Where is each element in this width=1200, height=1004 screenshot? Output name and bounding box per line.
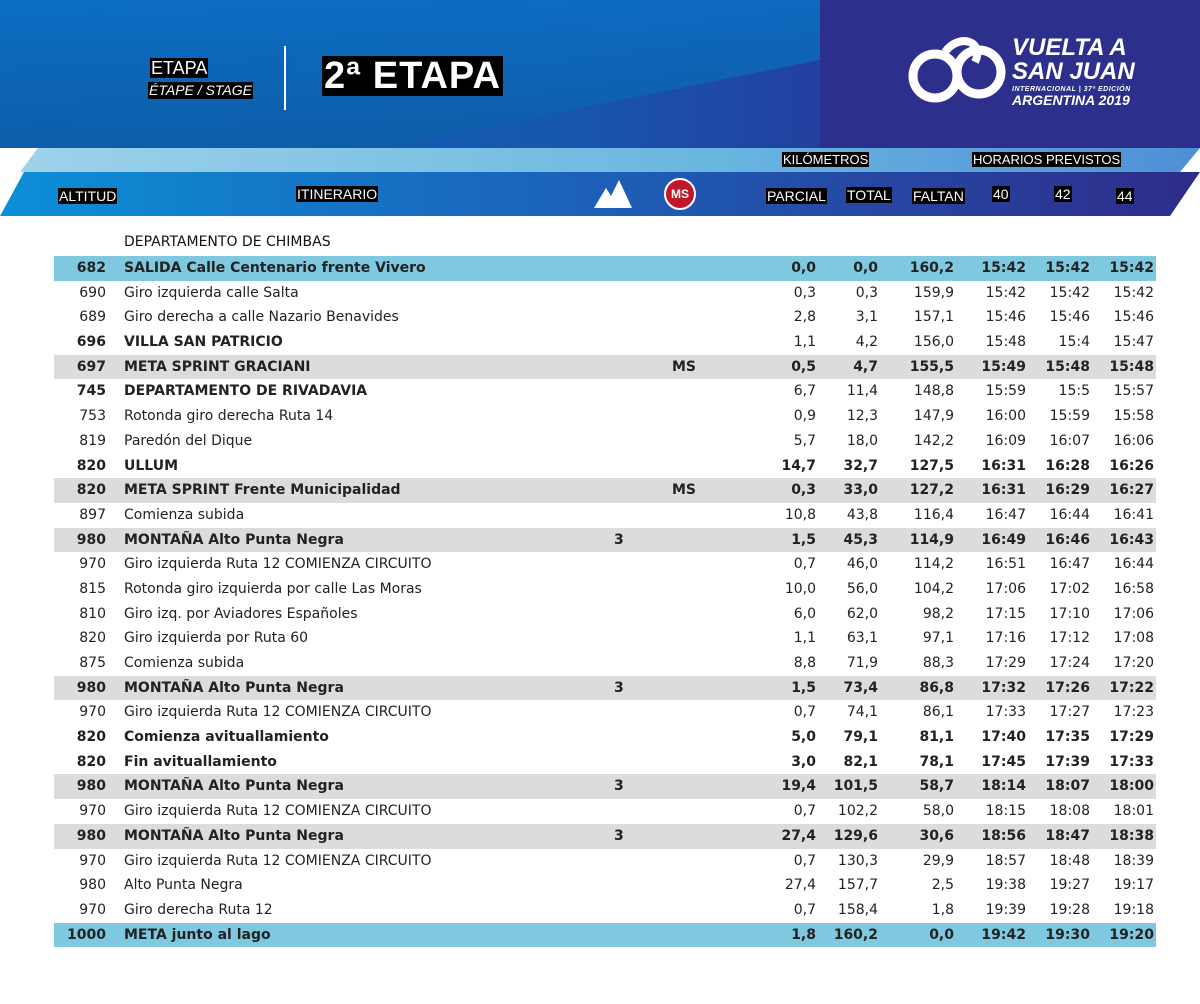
total-cell: 18,0 xyxy=(846,432,878,449)
ms-badge: MS xyxy=(664,178,696,210)
itinerary-cell: MONTAÑA Alto Punta Negra xyxy=(124,827,344,844)
altitude-cell: 745 xyxy=(76,383,106,400)
itinerary-cell: Fin avituallamiento xyxy=(124,753,277,770)
total-cell: 4,2 xyxy=(855,334,878,351)
time-44-cell: 19:17 xyxy=(1113,877,1154,894)
itinerary-cell: MONTAÑA Alto Punta Negra xyxy=(124,778,344,795)
time-44-cell: 18:01 xyxy=(1113,803,1154,820)
table-row xyxy=(54,552,1156,577)
time-42-cell: 16:44 xyxy=(1049,506,1090,523)
itinerary-cell: Paredón del Dique xyxy=(124,432,253,449)
faltan-cell: 116,4 xyxy=(913,506,954,523)
etapa-label: ETAPA xyxy=(151,58,208,78)
logo-line-2: SAN JUAN xyxy=(1012,58,1135,85)
table-row xyxy=(54,429,1156,454)
altitude-cell: 689 xyxy=(79,309,106,326)
total-cell: 43,8 xyxy=(846,506,878,523)
parcial-cell: 3,0 xyxy=(791,753,816,770)
parcial-cell: 1,1 xyxy=(793,334,816,351)
time-40-cell: 17:45 xyxy=(981,753,1026,770)
time-42-cell: 18:47 xyxy=(1045,827,1090,844)
table-row xyxy=(54,404,1156,429)
itinerary-cell: Rotonda giro derecha Ruta 14 xyxy=(124,408,334,425)
table-row xyxy=(54,898,1156,923)
total-cell: 160,2 xyxy=(833,926,878,943)
faltan-cell: 147,9 xyxy=(913,408,954,425)
time-42-cell: 19:28 xyxy=(1049,901,1090,918)
etapa-subtitle: ÉTAPE / STAGE xyxy=(149,82,252,98)
parcial-cell: 1,5 xyxy=(791,679,816,696)
logo-line-4: ARGENTINA 2019 xyxy=(1012,92,1130,108)
faltan-cell: 58,0 xyxy=(922,803,954,820)
time-44-cell: 18:38 xyxy=(1109,827,1154,844)
time-40-cell: 16:31 xyxy=(981,482,1026,499)
faltan-cell: 98,2 xyxy=(922,605,954,622)
total-cell: 4,7 xyxy=(853,358,878,375)
time-40-cell: 15:42 xyxy=(985,284,1026,301)
time-44-cell: 15:47 xyxy=(1113,334,1154,351)
time-42-cell: 18:48 xyxy=(1049,852,1090,869)
table-row xyxy=(54,305,1156,330)
time-42-cell: 19:27 xyxy=(1049,877,1090,894)
faltan-cell: 88,3 xyxy=(922,655,954,671)
altitude-cell: 970 xyxy=(79,803,106,820)
time-40-cell: 16:09 xyxy=(985,432,1026,449)
parcial-cell: 8,8 xyxy=(793,655,816,671)
time-44-cell: 15:48 xyxy=(1109,358,1154,375)
table-row xyxy=(54,256,1156,281)
time-40-cell: 15:48 xyxy=(985,334,1026,351)
horarios-group-label: HORARIOS PREVISTOS xyxy=(973,152,1121,167)
parcial-cell: 0,7 xyxy=(793,852,816,869)
time-42-cell: 17:39 xyxy=(1045,753,1090,770)
total-cell: 129,6 xyxy=(833,827,878,844)
time-44-cell: 16:43 xyxy=(1109,531,1154,548)
altitude-cell: 980 xyxy=(76,778,106,795)
time-44-cell: 19:18 xyxy=(1113,901,1154,918)
time-40-cell: 17:33 xyxy=(985,704,1026,721)
logo-line-1: VUELTA A xyxy=(1012,34,1127,61)
parcial-cell: 27,4 xyxy=(781,827,816,844)
time-42-cell: 17:27 xyxy=(1049,704,1090,721)
time-40-cell: 15:42 xyxy=(981,260,1026,276)
time-42-cell: 16:47 xyxy=(1049,556,1090,573)
parcial-cell: 5,0 xyxy=(791,729,816,746)
faltan-cell: 155,5 xyxy=(909,358,954,375)
page-header xyxy=(0,0,1200,148)
faltan-cell: 30,6 xyxy=(919,827,954,844)
itinerary-cell: Comienza subida xyxy=(124,506,245,523)
altitude-cell: 682 xyxy=(76,260,106,276)
altitude-cell: 980 xyxy=(76,827,106,844)
total-cell: 32,7 xyxy=(843,457,878,474)
category-cell: 3 xyxy=(614,827,624,844)
faltan-cell: 159,9 xyxy=(913,284,954,301)
time-42-cell: 16:07 xyxy=(1049,432,1090,449)
category-cell: 3 xyxy=(614,679,624,696)
table-row xyxy=(54,478,1156,503)
faltan-cell: 114,9 xyxy=(909,531,954,548)
time-44-cell: 17:20 xyxy=(1113,655,1154,671)
col-itinerario: ITINERARIO xyxy=(297,186,378,202)
parcial-cell: 0,0 xyxy=(791,260,816,276)
time-40-cell: 19:39 xyxy=(985,901,1026,918)
faltan-cell: 127,2 xyxy=(909,482,954,499)
itinerary-cell: Giro derecha a calle Nazario Benavides xyxy=(124,309,399,326)
time-42-cell: 18:07 xyxy=(1045,778,1090,795)
time-44-cell: 17:22 xyxy=(1109,679,1154,696)
table-row xyxy=(54,528,1156,553)
table-row xyxy=(54,774,1156,799)
itinerary-cell: Alto Punta Negra xyxy=(124,877,243,894)
time-40-cell: 17:16 xyxy=(985,630,1026,647)
parcial-cell: 6,0 xyxy=(793,605,816,622)
parcial-cell: 0,7 xyxy=(793,556,816,573)
time-42-cell: 16:46 xyxy=(1045,531,1090,548)
time-42-cell: 16:29 xyxy=(1045,482,1090,499)
time-40-cell: 17:29 xyxy=(985,655,1026,671)
altitude-cell: 815 xyxy=(79,580,106,597)
col-h42: 42 xyxy=(1055,186,1071,202)
table-row xyxy=(54,700,1156,725)
total-cell: 45,3 xyxy=(843,531,878,548)
total-cell: 11,4 xyxy=(846,383,878,400)
itinerary-cell: Giro izquierda Ruta 12 COMIENZA CIRCUITO xyxy=(124,556,432,573)
itinerary-cell: Giro izquierda Ruta 12 COMIENZA CIRCUITO xyxy=(124,852,432,869)
time-40-cell: 17:06 xyxy=(985,580,1026,597)
itinerary-cell: Giro izquierda por Ruta 60 xyxy=(124,630,309,647)
altitude-cell: 970 xyxy=(79,852,106,869)
time-44-cell: 16:06 xyxy=(1113,432,1154,449)
table-row xyxy=(54,725,1156,750)
time-40-cell: 19:38 xyxy=(985,877,1026,894)
time-42-cell: 17:35 xyxy=(1045,729,1090,746)
altitude-cell: 970 xyxy=(79,704,106,721)
faltan-cell: 97,1 xyxy=(922,630,954,647)
time-40-cell: 18:15 xyxy=(985,803,1026,820)
itinerary-cell: Comienza avituallamiento xyxy=(124,729,329,746)
sprint-cell: MS xyxy=(672,358,697,375)
itinerary-cell: META SPRINT GRACIANI xyxy=(124,358,311,375)
parcial-cell: 0,9 xyxy=(793,408,816,425)
altitude-cell: 980 xyxy=(76,679,106,696)
parcial-cell: 0,7 xyxy=(793,704,816,721)
col-altitud: ALTITUD xyxy=(59,188,117,204)
time-40-cell: 15:59 xyxy=(985,383,1026,400)
altitude-cell: 875 xyxy=(79,655,106,671)
altitude-cell: 820 xyxy=(76,729,106,746)
total-cell: 46,0 xyxy=(846,556,878,573)
time-44-cell: 16:58 xyxy=(1113,580,1154,597)
itinerary-cell: Giro izquierda Ruta 12 COMIENZA CIRCUITO xyxy=(124,704,432,721)
time-40-cell: 16:49 xyxy=(981,531,1026,548)
altitude-cell: 696 xyxy=(76,334,106,351)
category-cell: 3 xyxy=(614,778,624,795)
table-row xyxy=(54,454,1156,479)
total-cell: 102,2 xyxy=(837,803,878,820)
faltan-cell: 142,2 xyxy=(913,432,954,449)
table-row xyxy=(54,577,1156,602)
total-cell: 130,3 xyxy=(837,852,878,869)
time-44-cell: 17:33 xyxy=(1109,753,1154,770)
time-40-cell: 16:51 xyxy=(985,556,1026,573)
total-cell: 158,4 xyxy=(837,901,878,918)
parcial-cell: 5,7 xyxy=(793,432,816,449)
time-44-cell: 16:27 xyxy=(1109,482,1154,499)
time-40-cell: 15:46 xyxy=(985,309,1026,326)
faltan-cell: 157,1 xyxy=(913,309,954,326)
parcial-cell: 1,1 xyxy=(793,630,816,647)
time-44-cell: 15:46 xyxy=(1113,309,1154,326)
table-row xyxy=(54,330,1156,355)
logo-line-3: INTERNACIONAL | 37ª EDICIÓN xyxy=(1012,86,1131,93)
itinerary-cell: MONTAÑA Alto Punta Negra xyxy=(124,679,344,696)
time-42-cell: 17:12 xyxy=(1049,630,1090,647)
faltan-cell: 104,2 xyxy=(913,580,954,597)
time-44-cell: 16:41 xyxy=(1113,506,1154,523)
faltan-cell: 160,2 xyxy=(909,260,954,276)
faltan-cell: 148,8 xyxy=(913,383,954,400)
altitude-cell: 820 xyxy=(79,630,106,647)
itinerary-cell: Giro izquierda calle Salta xyxy=(124,284,299,301)
parcial-cell: 10,8 xyxy=(784,506,816,523)
table-row xyxy=(54,355,1156,380)
time-40-cell: 17:40 xyxy=(981,729,1026,746)
time-40-cell: 16:00 xyxy=(985,408,1026,425)
faltan-cell: 0,0 xyxy=(929,926,954,943)
time-42-cell: 17:10 xyxy=(1049,605,1090,622)
mountain-icon xyxy=(594,178,632,208)
itinerary-cell: Giro derecha Ruta 12 xyxy=(124,901,273,918)
altitude-cell: 970 xyxy=(79,901,106,918)
itinerary-cell: Giro izq. por Aviadores Españoles xyxy=(124,605,358,622)
total-cell: 73,4 xyxy=(843,679,878,696)
table-row xyxy=(54,602,1156,627)
time-42-cell: 18:08 xyxy=(1049,803,1090,820)
time-42-cell: 15:4 xyxy=(1058,334,1090,351)
time-42-cell: 17:02 xyxy=(1049,580,1090,597)
time-40-cell: 16:47 xyxy=(985,506,1026,523)
col-total: TOTAL xyxy=(847,187,891,203)
total-cell: 71,9 xyxy=(846,655,878,671)
time-42-cell: 15:48 xyxy=(1045,358,1090,375)
parcial-cell: 1,8 xyxy=(791,926,816,943)
faltan-cell: 29,9 xyxy=(922,852,954,869)
parcial-cell: 27,4 xyxy=(784,877,816,894)
faltan-cell: 156,0 xyxy=(913,334,954,351)
time-44-cell: 16:44 xyxy=(1113,556,1154,573)
total-cell: 0,3 xyxy=(855,284,878,301)
parcial-cell: 6,7 xyxy=(793,383,816,400)
parcial-cell: 1,5 xyxy=(791,531,816,548)
total-cell: 62,0 xyxy=(846,605,878,622)
faltan-cell: 127,5 xyxy=(909,457,954,474)
table-row xyxy=(54,824,1156,849)
itinerary-cell: Comienza subida xyxy=(124,655,245,671)
time-40-cell: 18:56 xyxy=(981,827,1026,844)
faltan-cell: 86,8 xyxy=(919,679,954,696)
time-40-cell: 18:57 xyxy=(985,852,1026,869)
time-42-cell: 15:42 xyxy=(1045,260,1090,276)
itinerary-cell: META junto al lago xyxy=(124,926,271,943)
parcial-cell: 0,3 xyxy=(791,482,816,499)
total-cell: 33,0 xyxy=(843,482,878,499)
altitude-cell: 820 xyxy=(76,457,106,474)
time-42-cell: 15:59 xyxy=(1049,408,1090,425)
category-cell: 3 xyxy=(614,531,624,548)
time-40-cell: 18:14 xyxy=(981,778,1026,795)
altitude-cell: 820 xyxy=(76,482,106,499)
table-row xyxy=(54,873,1156,898)
time-42-cell: 15:46 xyxy=(1049,309,1090,326)
total-cell: 0,0 xyxy=(853,260,878,276)
time-42-cell: 15:42 xyxy=(1049,284,1090,301)
parcial-cell: 0,7 xyxy=(793,803,816,820)
event-logo-text xyxy=(1012,36,1135,107)
itinerary-cell: MONTAÑA Alto Punta Negra xyxy=(124,531,344,548)
total-cell: 79,1 xyxy=(843,729,878,746)
table-row xyxy=(54,750,1156,775)
time-40-cell: 15:49 xyxy=(981,358,1026,375)
itinerary-cell: VILLA SAN PATRICIO xyxy=(124,334,283,351)
time-44-cell: 15:42 xyxy=(1109,260,1154,276)
total-cell: 3,1 xyxy=(855,309,878,326)
itinerary-cell: DEPARTAMENTO DE RIVADAVIA xyxy=(124,383,368,400)
altitude-cell: 753 xyxy=(79,408,106,425)
header-divider xyxy=(284,46,286,110)
col-h44: 44 xyxy=(1117,188,1133,204)
table-row xyxy=(54,799,1156,824)
time-44-cell: 17:08 xyxy=(1113,630,1154,647)
altitude-cell: 810 xyxy=(79,605,106,622)
total-cell: 157,7 xyxy=(837,877,878,894)
faltan-cell: 58,7 xyxy=(919,778,954,795)
itinerary-cell: SALIDA Calle Centenario frente Vivero xyxy=(124,260,426,276)
col-faltan: FALTAN xyxy=(913,188,964,204)
time-44-cell: 15:58 xyxy=(1113,408,1154,425)
altitude-cell: 697 xyxy=(76,358,106,375)
parcial-cell: 0,5 xyxy=(791,358,816,375)
total-cell: 74,1 xyxy=(846,704,878,721)
time-44-cell: 18:39 xyxy=(1113,852,1154,869)
total-cell: 12,3 xyxy=(846,408,878,425)
time-44-cell: 15:42 xyxy=(1113,284,1154,301)
section-title: DEPARTAMENTO DE CHIMBAS xyxy=(124,234,331,250)
table-row xyxy=(54,281,1156,306)
time-40-cell: 19:42 xyxy=(981,926,1026,943)
total-cell: 63,1 xyxy=(846,630,878,647)
table-row xyxy=(54,651,1156,676)
faltan-cell: 86,1 xyxy=(922,704,954,721)
col-parcial: PARCIAL xyxy=(767,188,826,204)
table-row xyxy=(54,626,1156,651)
time-44-cell: 16:26 xyxy=(1109,457,1154,474)
time-44-cell: 18:00 xyxy=(1109,778,1154,795)
time-40-cell: 17:32 xyxy=(981,679,1026,696)
table-row xyxy=(54,849,1156,874)
time-42-cell: 19:30 xyxy=(1045,926,1090,943)
table-row xyxy=(54,676,1156,701)
time-44-cell: 19:20 xyxy=(1109,926,1154,943)
parcial-cell: 2,8 xyxy=(793,309,816,326)
parcial-cell: 0,3 xyxy=(793,284,816,301)
faltan-cell: 2,5 xyxy=(931,877,954,894)
parcial-cell: 10,0 xyxy=(784,580,816,597)
col-h40: 40 xyxy=(993,186,1009,202)
itinerary-cell: Giro izquierda Ruta 12 COMIENZA CIRCUITO xyxy=(124,803,432,820)
altitude-cell: 819 xyxy=(79,432,106,449)
altitude-cell: 970 xyxy=(79,556,106,573)
itinerary-table xyxy=(54,256,1156,947)
total-cell: 56,0 xyxy=(846,580,878,597)
time-40-cell: 16:31 xyxy=(981,457,1026,474)
total-cell: 101,5 xyxy=(833,778,878,795)
kilometros-group-label: KILÓMETROS xyxy=(783,152,869,167)
table-row xyxy=(54,503,1156,528)
time-42-cell: 17:26 xyxy=(1045,679,1090,696)
faltan-cell: 78,1 xyxy=(919,753,954,770)
time-44-cell: 17:06 xyxy=(1113,605,1154,622)
itinerary-cell: META SPRINT Frente Municipalidad xyxy=(124,482,401,499)
altitude-cell: 980 xyxy=(79,877,106,894)
time-42-cell: 15:5 xyxy=(1058,383,1090,400)
faltan-cell: 114,2 xyxy=(913,556,954,573)
itinerary-cell: ULLUM xyxy=(124,457,179,474)
total-cell: 82,1 xyxy=(843,753,878,770)
parcial-cell: 14,7 xyxy=(781,457,816,474)
time-42-cell: 16:28 xyxy=(1045,457,1090,474)
table-row xyxy=(54,379,1156,404)
itinerary-cell: Rotonda giro izquierda por calle Las Moras xyxy=(124,580,422,597)
stage-title: 2ª ETAPA xyxy=(324,55,501,97)
altitude-cell: 1000 xyxy=(67,926,106,943)
altitude-cell: 897 xyxy=(79,506,106,523)
table-row xyxy=(54,923,1156,948)
parcial-cell: 0,7 xyxy=(793,901,816,918)
altitude-cell: 690 xyxy=(79,284,106,301)
time-42-cell: 17:24 xyxy=(1049,655,1090,671)
sprint-cell: MS xyxy=(672,482,697,499)
time-44-cell: 15:57 xyxy=(1113,383,1154,400)
parcial-cell: 19,4 xyxy=(781,778,816,795)
time-44-cell: 17:23 xyxy=(1113,704,1154,721)
altitude-cell: 980 xyxy=(76,531,106,548)
faltan-cell: 81,1 xyxy=(919,729,954,746)
time-40-cell: 17:15 xyxy=(985,605,1026,622)
altitude-cell: 820 xyxy=(76,753,106,770)
faltan-cell: 1,8 xyxy=(931,901,954,918)
time-44-cell: 17:29 xyxy=(1109,729,1154,746)
